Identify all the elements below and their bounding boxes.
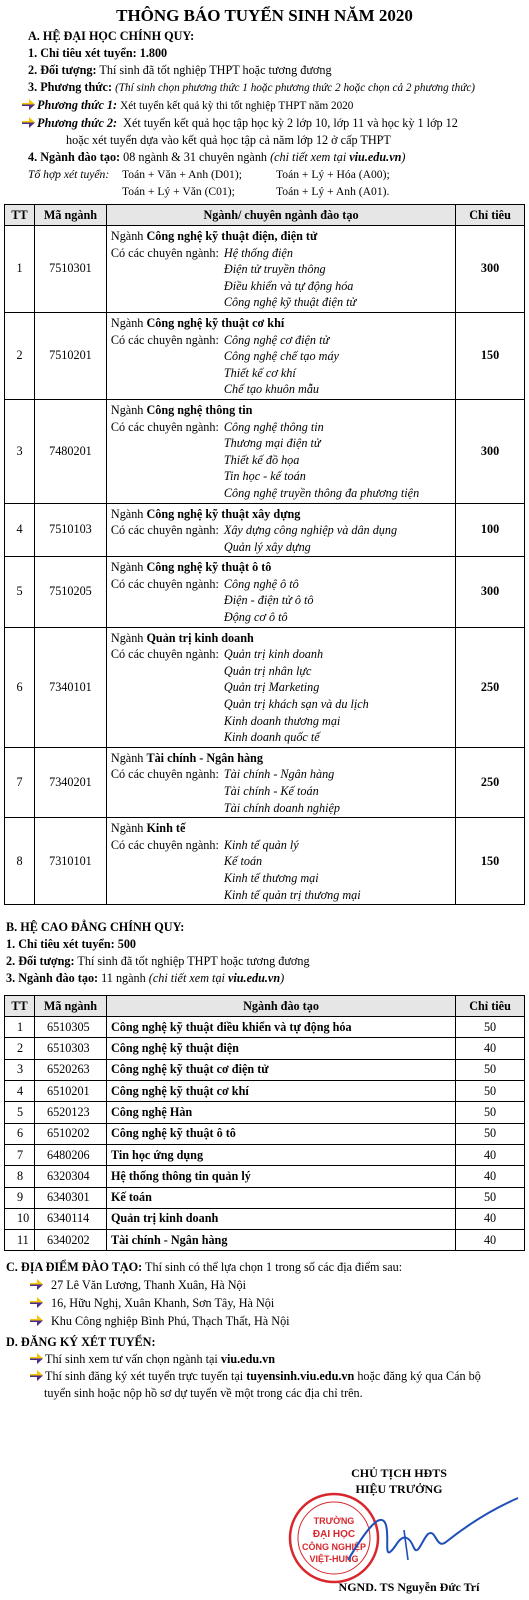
stamp-and-signature (286, 1490, 521, 1590)
specialization-name: Xây dựng công nghiệp và dân dụng (223, 523, 398, 538)
major-line (111, 750, 451, 767)
section-b-heading: B. HỆ CAO ĐẲNG CHÍNH QUY: (6, 920, 185, 935)
specialization-name: Tài chính - Ngân hàng (223, 767, 335, 782)
major-prefix: Ngành (110, 506, 144, 521)
table-body (5, 226, 525, 905)
row-tt: 7 (5, 1144, 35, 1165)
row-tt: 6 (5, 1123, 35, 1144)
row-quota: 50 (456, 1102, 525, 1123)
table-row (5, 818, 525, 905)
arrow-bullet-icon (30, 1353, 43, 1364)
table-row (5, 747, 525, 817)
specialization-line (111, 646, 451, 663)
specialization-label: Có các chuyên ngành: (110, 245, 219, 260)
table-row (5, 1230, 525, 1251)
major-name: Công nghệ kỹ thuật điện, điện tử (146, 229, 318, 243)
row-code: 7480201 (34, 399, 106, 503)
specialization-name: Kinh tế quản trị thương mại (223, 887, 361, 902)
specialization-name: Quản trị khách sạn và du lịch (223, 697, 369, 712)
section-a (4, 28, 525, 200)
arrow-bullet-icon (22, 117, 35, 128)
row-major-cell (106, 557, 455, 627)
specialization-name: Quản trị Marketing (223, 680, 320, 695)
header-code: Mã ngành (34, 996, 106, 1017)
row-code: 7510301 (34, 226, 106, 313)
row-quota: 40 (456, 1230, 525, 1251)
row-major: Công nghệ kỹ thuật cơ điện tử (106, 1059, 455, 1080)
row-major: Kế toán (106, 1187, 455, 1208)
row-quota: 250 (456, 627, 525, 747)
specialization-line (111, 468, 451, 485)
row-tt: 4 (5, 503, 35, 557)
row-major: Công nghệ kỹ thuật điều khiển và tự động hóa (106, 1017, 455, 1038)
row-code: 7340101 (34, 627, 106, 747)
specialization-line (111, 365, 451, 382)
location-text: Khu Công nghiệp Bình Phú, Thạch Thất, Hà Nội (51, 1314, 290, 1329)
specialization-line (111, 485, 451, 502)
specialization-line (111, 887, 451, 904)
specialization-name: Điện tử truyền thông (223, 262, 326, 277)
row-quota: 40 (456, 1208, 525, 1229)
specialization-name: Tin học - kế toán (223, 469, 306, 484)
signature-title-2: HIỆU TRƯỞNG (355, 1482, 443, 1496)
specialization-label: Có các chuyên ngành: (110, 837, 219, 852)
specialization-line (111, 419, 451, 436)
specialization-line (111, 837, 451, 854)
specialization-line (111, 381, 451, 398)
row-quota: 50 (456, 1017, 525, 1038)
specialization-line (111, 592, 451, 609)
major-line (111, 630, 451, 647)
specialization-name: Kinh doanh thương mại (223, 713, 341, 728)
row-code: 6510201 (34, 1081, 106, 1102)
row-tt: 6 (5, 627, 35, 747)
specialization-line (111, 870, 451, 887)
table-header (5, 996, 525, 1017)
row-tt: 2 (5, 1038, 35, 1059)
major-prefix: Ngành (110, 630, 144, 645)
row-quota: 50 (456, 1187, 525, 1208)
major-line (111, 820, 451, 837)
row-quota: 50 (456, 1059, 525, 1080)
major-name: Tài chính - Ngân hàng (146, 750, 263, 765)
specialization-name: Công nghệ cơ điện tử (223, 332, 330, 347)
row-code: 6340114 (34, 1208, 106, 1229)
college-majors-table (4, 995, 525, 1251)
row-code: 6510305 (34, 1017, 106, 1038)
row-tt: 3 (5, 399, 35, 503)
stamp-line-4: VIỆT-HUNG (309, 1554, 359, 1564)
specialization-line (111, 663, 451, 680)
table-body (5, 1017, 525, 1251)
specialization-name: Thiết kế đồ họa (223, 452, 300, 467)
section-d-heading: D. ĐĂNG KÝ XÉT TUYỂN: (6, 1335, 156, 1350)
specialization-label: Có các chuyên ngành: (110, 576, 219, 591)
table-row (5, 1144, 525, 1165)
location-list (4, 1276, 525, 1330)
specialization-name: Tài chính doanh nghiệp (223, 800, 341, 815)
major-line (111, 559, 451, 576)
specialization-line (111, 452, 451, 469)
major-name: Công nghệ kỹ thuật xây dựng (146, 506, 301, 521)
specialization-name: Công nghệ kỹ thuật điện tử (223, 295, 357, 310)
major-name: Quản trị kinh doanh (146, 630, 254, 645)
specialization-line (111, 522, 451, 539)
major-prefix: Ngành (110, 821, 144, 836)
row-code: 6520263 (34, 1059, 106, 1080)
section-b-quota: 1. Chỉ tiêu xét tuyển: 500 (6, 937, 136, 952)
specialization-line (111, 278, 451, 295)
specialization-name: Công nghệ thông tin (223, 419, 324, 434)
method-2: Phương thức 2: Xét tuyển kết quả học tập học kỳ 2 lớp 10, lớp 11 và học kỳ 1 lớp 12 (22, 115, 525, 132)
combos-row-1: Tổ hợp xét tuyển: Toán + Văn + Anh (D01); Toán + Lý + Hóa (A00); (28, 168, 390, 181)
row-quota: 150 (456, 312, 525, 399)
table-row (5, 503, 525, 557)
specialization-name: Quản trị nhân lực (223, 663, 312, 678)
row-major-cell (106, 503, 455, 557)
table-row (5, 1166, 525, 1187)
stamp-line-3: CÔNG NGHIỆP (301, 1542, 367, 1552)
location-text: 16, Hữu Nghị, Xuân Khanh, Sơn Tây, Hà Nội (51, 1296, 275, 1311)
row-major: Công nghệ kỹ thuật cơ khí (106, 1081, 455, 1102)
row-tt: 11 (5, 1230, 35, 1251)
specialization-name: Công nghệ chế tạo máy (223, 349, 339, 364)
table-row (5, 1081, 525, 1102)
major-name: Kinh tế (146, 821, 186, 836)
row-quota: 40 (456, 1166, 525, 1187)
specialization-name: Động cơ ô tô (223, 610, 288, 625)
header-quota: Chỉ tiêu (456, 205, 525, 226)
specialization-name: Công nghệ ô tô (223, 576, 299, 591)
row-code: 7510201 (34, 312, 106, 399)
row-quota: 40 (456, 1144, 525, 1165)
arrow-bullet-icon (30, 1315, 43, 1326)
table-row (5, 627, 525, 747)
specialization-line (111, 729, 451, 746)
register-line: Thí sinh đăng ký xét tuyển trực tuyến tại tuyensinh.viu.edu.vn hoặc đăng ký qua Cán bộ (30, 1368, 525, 1385)
row-code: 6340202 (34, 1230, 106, 1251)
location-item (30, 1276, 525, 1294)
section-c (4, 1259, 525, 1330)
row-quota: 50 (456, 1123, 525, 1144)
specialization-name: Kinh doanh quốc tế (223, 730, 320, 745)
row-major: Hệ thống thông tin quản lý (106, 1166, 455, 1187)
specialization-line (111, 853, 451, 870)
row-major-cell (106, 399, 455, 503)
specialization-name: Chế tạo khuôn mẫu (223, 382, 320, 397)
section-a-heading: A. HỆ ĐẠI HỌC CHÍNH QUY: (28, 29, 195, 43)
specialization-line (111, 348, 451, 365)
specialization-name: Điện - điện tử ô tô (223, 593, 314, 608)
section-b-target: 2. Đối tượng: Thí sinh đã tốt nghiệp THPT hoặc tương đương (6, 954, 310, 969)
section-c-heading-row: C. ĐỊA ĐIỂM ĐÀO TẠO: Thí sinh có thể lựa chọn 1 trong số các địa điểm sau: (6, 1260, 403, 1275)
row-tt: 1 (5, 1017, 35, 1038)
row-tt: 10 (5, 1208, 35, 1229)
row-code: 7310101 (34, 818, 106, 905)
specialization-line (111, 783, 451, 800)
major-line (111, 315, 451, 332)
major-line (111, 506, 451, 523)
table-row (5, 312, 525, 399)
section-a-quota: 1. Chỉ tiêu xét tuyển: 1.800 (28, 46, 168, 60)
university-majors-table (4, 204, 525, 905)
major-line (111, 402, 451, 419)
specialization-name: Thương mại điện tử (223, 436, 321, 451)
method-1: Phương thức 1: Xét tuyển kết quả kỳ thi tốt nghiệp THPT năm 2020 (22, 97, 525, 115)
specialization-line (111, 679, 451, 696)
header-tt: TT (5, 205, 35, 226)
row-major-cell (106, 818, 455, 905)
table-row (5, 1059, 525, 1080)
row-tt: 8 (5, 818, 35, 905)
specialization-line (111, 539, 451, 556)
register-link[interactable]: tuyensinh.viu.edu.vn (246, 1369, 355, 1384)
specialization-line (111, 332, 451, 349)
specialization-label: Có các chuyên ngành: (110, 332, 219, 347)
header-quota: Chỉ tiêu (456, 996, 525, 1017)
arrow-bullet-icon (30, 1370, 43, 1381)
row-major: Công nghệ kỹ thuật điện (106, 1038, 455, 1059)
specialization-line (111, 435, 451, 452)
major-prefix: Ngành (110, 315, 144, 330)
location-item (30, 1312, 525, 1330)
row-tt: 5 (5, 1102, 35, 1123)
section-a-target: 2. Đối tượng: Thí sinh đã tốt nghiệp THPT hoặc tương đương (28, 63, 332, 77)
specialization-line (111, 576, 451, 593)
arrow-bullet-icon (22, 99, 35, 110)
row-quota: 300 (456, 226, 525, 313)
specialization-label: Có các chuyên ngành: (110, 647, 219, 662)
section-b (4, 919, 525, 987)
row-tt: 5 (5, 557, 35, 627)
page (4, 0, 525, 1600)
specialization-line (111, 696, 451, 713)
table-header (5, 205, 525, 226)
row-tt: 3 (5, 1059, 35, 1080)
row-quota: 250 (456, 747, 525, 817)
specialization-line (111, 294, 451, 311)
row-tt: 9 (5, 1187, 35, 1208)
section-a-method: 3. Phương thức: (Thí sinh chọn phương thức 1 hoặc phương thức 2 hoặc chọn cả 2 phương thức) (28, 80, 476, 94)
major-name: Công nghệ thông tin (146, 402, 253, 417)
table-row (5, 1038, 525, 1059)
specialization-name: Kế toán (223, 854, 263, 869)
specialization-name: Kinh tế thương mại (223, 870, 319, 885)
table-row (5, 399, 525, 503)
row-quota: 300 (456, 557, 525, 627)
major-prefix: Ngành (110, 229, 144, 243)
row-code: 6320304 (34, 1166, 106, 1187)
signature-stroke (404, 1530, 408, 1560)
specialization-name: Quản trị kinh doanh (223, 647, 324, 662)
specialization-label: Có các chuyên ngành: (110, 767, 219, 782)
row-major: Tài chính - Ngân hàng (106, 1230, 455, 1251)
arrow-bullet-icon (30, 1279, 43, 1290)
table-row (5, 557, 525, 627)
header-major: Ngành/ chuyên ngành đào tạo (106, 205, 455, 226)
row-tt: 4 (5, 1081, 35, 1102)
specialization-line (111, 261, 451, 278)
section-a-majors: 4. Ngành đào tạo: 08 ngành & 31 chuyên ngành (chi tiết xem tại viu.edu.vn) (28, 150, 406, 164)
specialization-label: Có các chuyên ngành: (110, 419, 219, 434)
row-quota: 150 (456, 818, 525, 905)
section-d (4, 1334, 525, 1402)
stamp-line-1: TRƯỜNG (313, 1516, 355, 1526)
row-code: 7510103 (34, 503, 106, 557)
row-major-cell (106, 312, 455, 399)
row-major-cell (106, 747, 455, 817)
specialization-line (111, 245, 451, 262)
combos-row-2: Toán + Lý + Văn (C01); Toán + Lý + Anh (A01). (122, 185, 390, 198)
specialization-line (111, 766, 451, 783)
row-quota: 50 (456, 1081, 525, 1102)
row-code: 7340201 (34, 747, 106, 817)
location-item (30, 1294, 525, 1312)
section-b-majors: 3. Ngành đào tạo: 11 ngành (chi tiết xem tại viu.edu.vn) (6, 971, 285, 986)
header-code: Mã ngành (34, 205, 106, 226)
stamp-line-2: ĐẠI HỌC (312, 1529, 356, 1540)
register-line-cont: tuyển sinh hoặc nộp hồ sơ dự tuyển về một trong các địa chỉ trên. (44, 1386, 363, 1401)
location-text: 27 Lê Văn Lương, Thanh Xuân, Hà Nội (51, 1278, 247, 1293)
row-code: 6510202 (34, 1123, 106, 1144)
handwritten-signature (348, 1498, 518, 1560)
specialization-name: Hệ thống điện (223, 245, 293, 260)
row-major-cell (106, 226, 455, 313)
row-tt: 8 (5, 1166, 35, 1187)
page-title: THÔNG BÁO TUYỂN SINH NĂM 2020 (116, 6, 413, 25)
arrow-bullet-icon (30, 1297, 43, 1308)
major-prefix: Ngành (110, 402, 144, 417)
row-quota: 40 (456, 1038, 525, 1059)
major-line (111, 228, 451, 245)
row-code: 6480206 (34, 1144, 106, 1165)
specialization-name: Kinh tế quản lý (223, 837, 299, 852)
row-major-cell (106, 627, 455, 747)
table-row (5, 226, 525, 313)
signatory-name: NGND. TS Nguyễn Đức Trí (338, 1580, 480, 1594)
specialization-name: Thiết kế cơ khí (223, 365, 296, 380)
row-major: Công nghệ kỹ thuật ô tô (106, 1123, 455, 1144)
row-code: 7510205 (34, 557, 106, 627)
table-row (5, 1017, 525, 1038)
table-row (5, 1187, 525, 1208)
specialization-name: Tài chính - Kế toán (223, 784, 319, 798)
row-tt: 7 (5, 747, 35, 817)
row-major: Tin học ứng dụng (106, 1144, 455, 1165)
signature-title-1: CHỦ TỊCH HĐTS (351, 1466, 447, 1480)
major-prefix: Ngành (110, 750, 144, 765)
specialization-name: Công nghệ truyền thông đa phương tiện (223, 485, 420, 500)
row-major: Công nghệ Hàn (106, 1102, 455, 1123)
advice-line: Thí sinh xem tư vấn chọn ngành tại viu.edu.vn (30, 1351, 525, 1368)
specialization-line (111, 609, 451, 626)
major-name: Công nghệ kỹ thuật cơ khí (146, 315, 285, 330)
specialization-label: Có các chuyên ngành: (110, 523, 219, 538)
specialization-line (111, 713, 451, 730)
row-quota: 300 (456, 399, 525, 503)
row-code: 6510303 (34, 1038, 106, 1059)
header-major: Ngành đào tạo (106, 996, 455, 1017)
row-code: 6520123 (34, 1102, 106, 1123)
major-prefix: Ngành (110, 560, 144, 575)
specialization-name: Điều khiển và tự động hóa (223, 278, 354, 293)
specialization-name: Quản lý xây dựng (223, 539, 311, 554)
major-name: Công nghệ kỹ thuật ô tô (146, 560, 272, 575)
row-quota: 100 (456, 503, 525, 557)
header-tt: TT (5, 996, 35, 1017)
specialization-line (111, 800, 451, 817)
advice-link[interactable]: viu.edu.vn (220, 1352, 276, 1367)
table-row (5, 1123, 525, 1144)
table-row (5, 1208, 525, 1229)
method-2-cont: hoặc xét tuyển dựa vào kết quả học tập cả năm lớp 12 ở cấp THPT (66, 133, 391, 147)
row-tt: 2 (5, 312, 35, 399)
table-row (5, 1102, 525, 1123)
row-tt: 1 (5, 226, 35, 313)
row-major: Quản trị kinh doanh (106, 1208, 455, 1229)
row-code: 6340301 (34, 1187, 106, 1208)
